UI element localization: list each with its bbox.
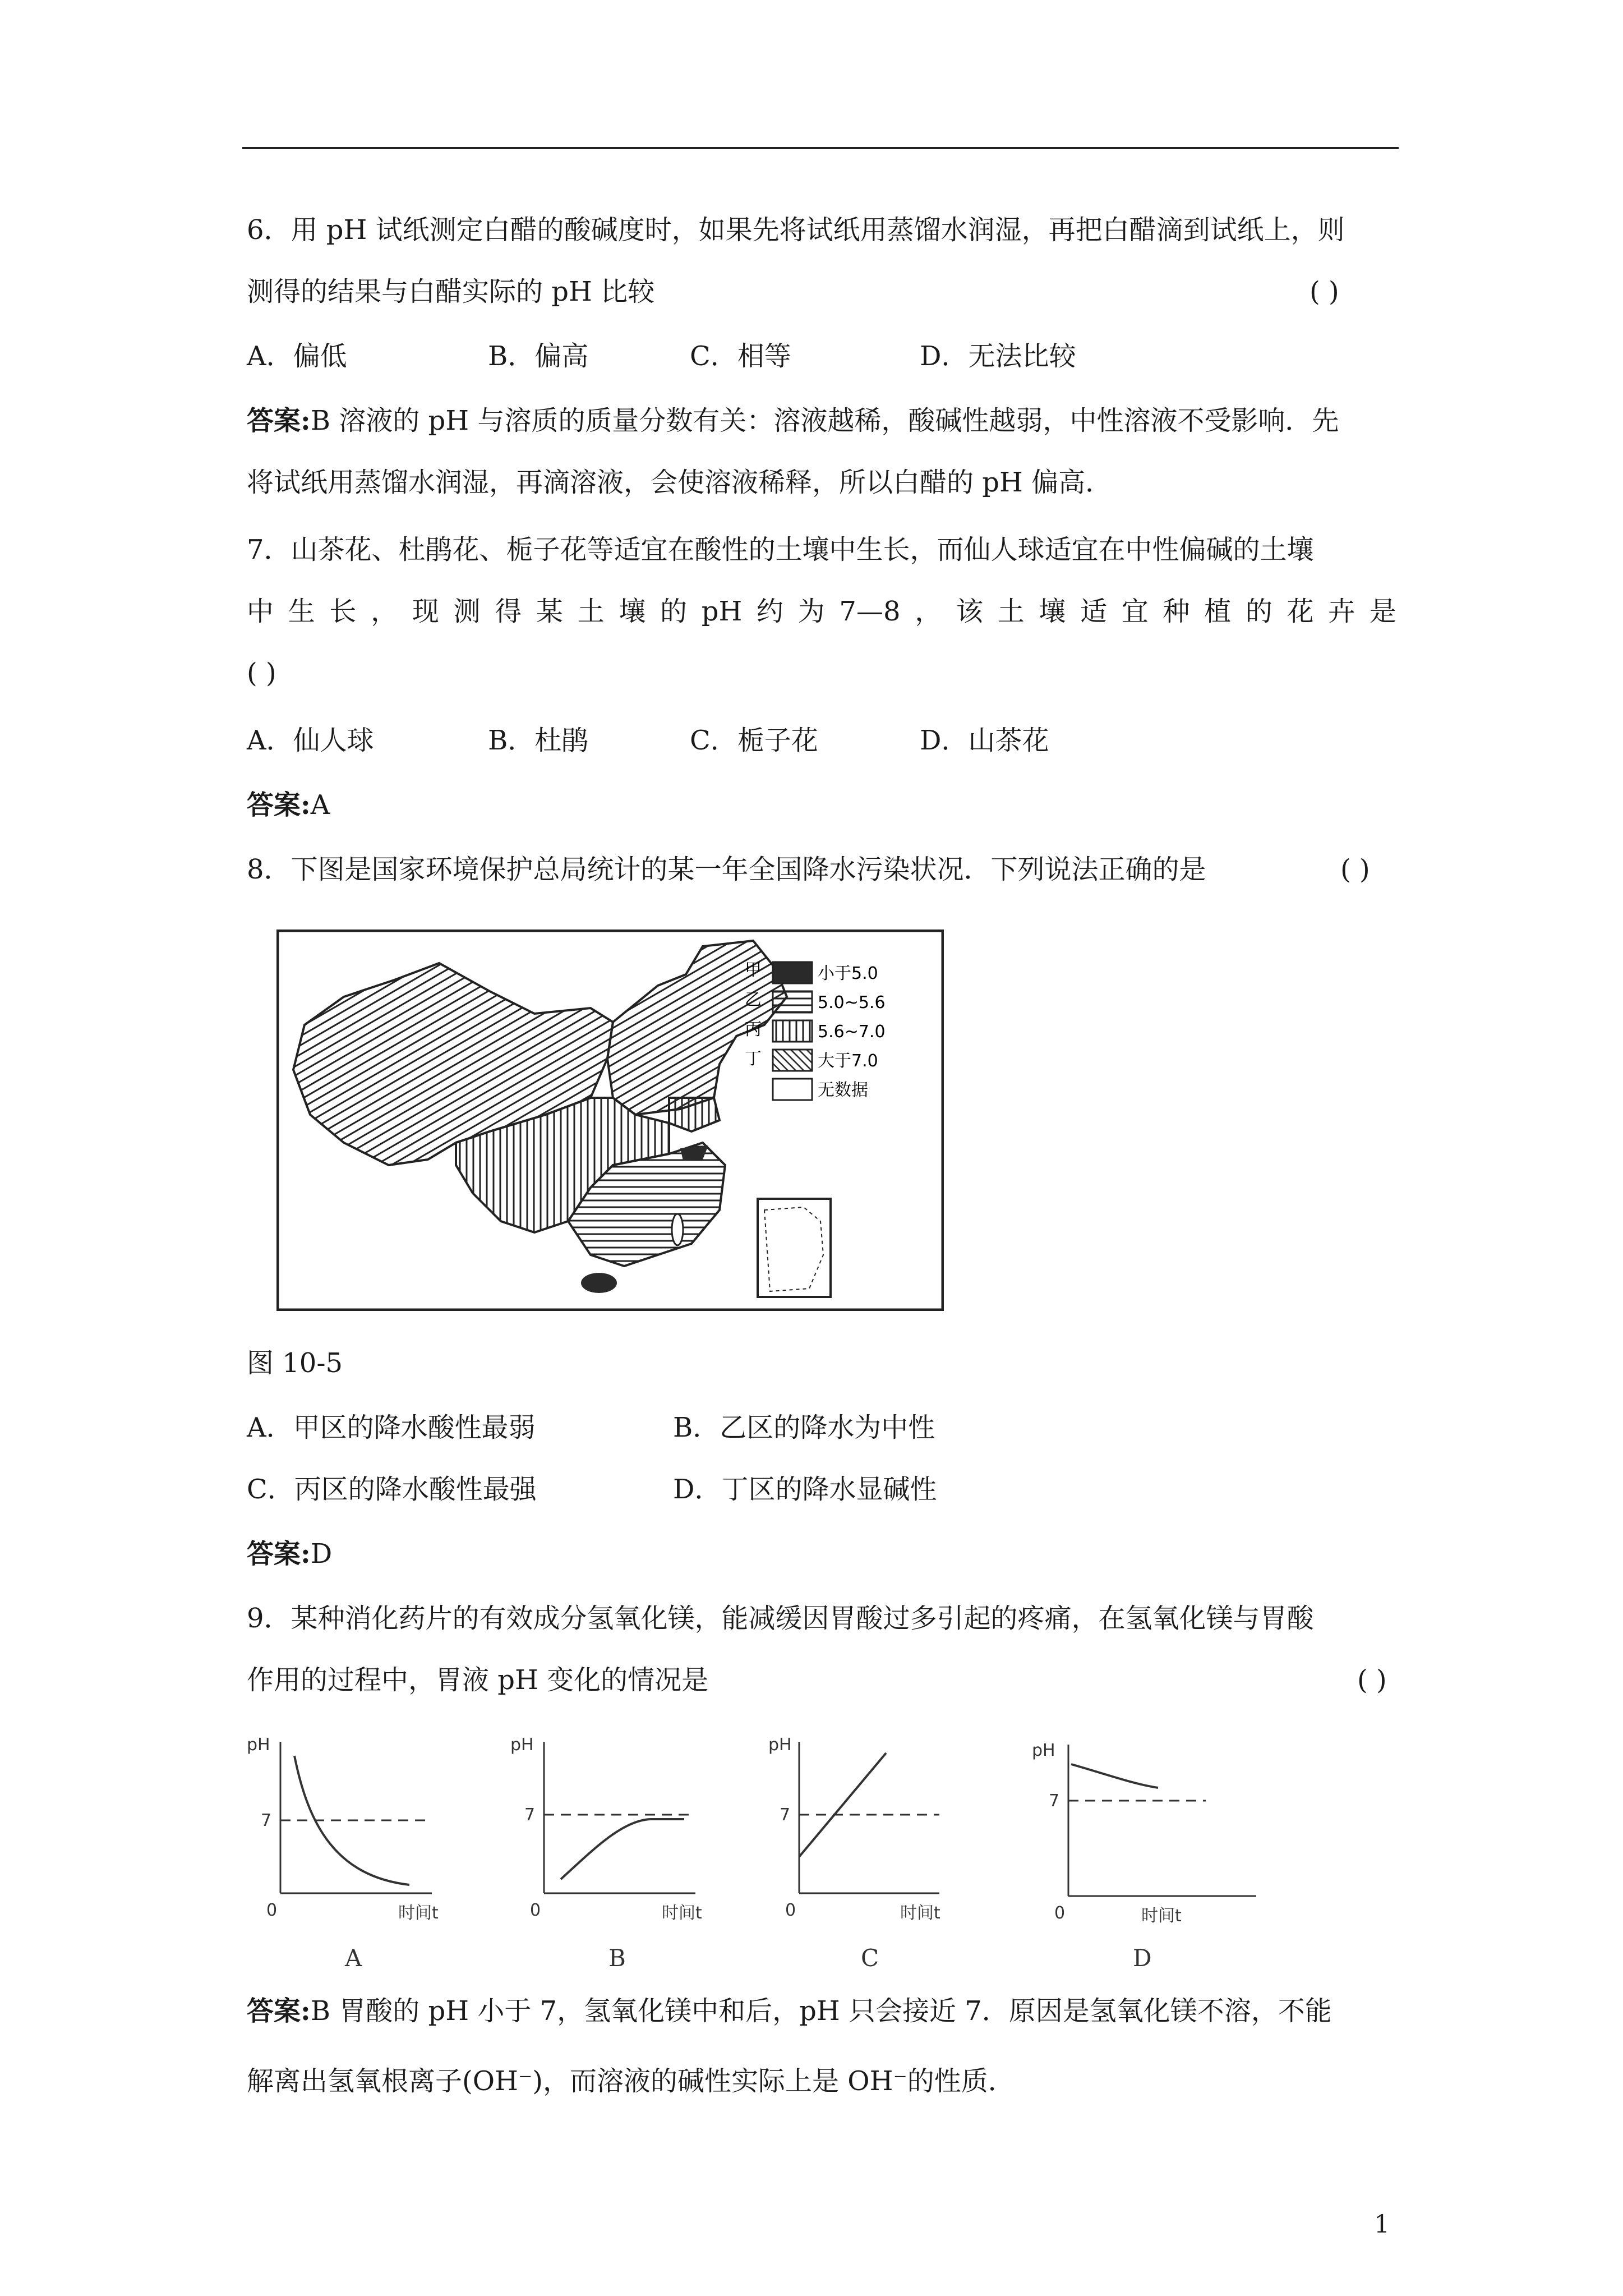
answer-label: 答案: — [247, 405, 311, 436]
q9-answer-text: B 胃酸的 pH 小于 7，氢氧化镁中和后，pH 只会接近 7．原因是氢氧化镁不溶，不能 — [310, 1995, 1332, 2027]
word: 中 — [247, 596, 274, 627]
q8-option-d: D．丁区的降水显碱性 — [673, 1474, 937, 1505]
graph-label-a: A — [345, 1944, 362, 1972]
ph-curve — [561, 1819, 684, 1879]
q9-graph-c — [754, 1731, 1001, 1977]
legend-label-yi: 5.0~5.6 — [818, 993, 886, 1013]
word: 测 — [453, 596, 481, 627]
legend-key-yi: 乙 — [745, 990, 762, 1010]
word: 该 — [956, 596, 983, 627]
q6-option-c: C．相等 — [690, 341, 791, 372]
q8-answer — [247, 1537, 332, 1571]
axis-label-ph: pH — [510, 1735, 534, 1755]
graph-label-c: C — [861, 1944, 879, 1972]
word: 约 — [757, 596, 784, 627]
word: 壤 — [619, 596, 646, 627]
legend-swatch-yi — [773, 991, 812, 1013]
tick-7: 7 — [261, 1811, 272, 1830]
q9-stem-line2: 作用的过程中，胃液 pH 变化的情况是 — [247, 1664, 709, 1696]
word: 现 — [412, 596, 439, 627]
word: 某 — [536, 596, 563, 627]
word: 壤 — [1039, 596, 1066, 627]
answer-label: 答案: — [247, 789, 311, 821]
q8-option-a: A．甲区的降水酸性最弱 — [247, 1412, 536, 1443]
q9-graph-b — [505, 1731, 751, 1977]
precipitation-map-figure — [276, 930, 944, 1311]
word: 生 — [288, 596, 315, 627]
origin-label: 0 — [266, 1901, 278, 1920]
header-rule — [242, 147, 1399, 149]
answer-label: 答案: — [247, 1995, 311, 2027]
q7-answer-bracket: ( ) — [247, 657, 276, 689]
word: 土 — [997, 596, 1025, 627]
word: 适 — [1080, 596, 1108, 627]
legend-label-jia: 小于5.0 — [818, 964, 878, 983]
word: 长 — [329, 596, 357, 627]
graph-label-d: D — [1133, 1944, 1152, 1972]
word: 得 — [495, 596, 522, 627]
axis-label-ph: pH — [247, 1735, 270, 1755]
q7-option-c: C．栀子花 — [690, 725, 818, 756]
q9-answer-line2: 解离出氢氧根离子(OH⁻)，而溶液的碱性实际上是 OH⁻的性质． — [247, 2065, 1015, 2097]
q9-answer — [247, 1994, 1332, 2028]
q7-answer — [247, 788, 330, 822]
q7-answer-text: A — [310, 789, 330, 821]
word: 卉 — [1328, 596, 1355, 627]
word: pH — [701, 596, 743, 627]
origin-label: 0 — [530, 1901, 541, 1920]
axis-label-time: 时间t — [900, 1903, 940, 1923]
q6-option-b: B．偏高 — [488, 341, 589, 372]
word: 的 — [1245, 596, 1272, 627]
word: 宜 — [1121, 596, 1149, 627]
q6-stem-line2: 测得的结果与白醋实际的 pH 比较 — [247, 276, 655, 307]
word: 植 — [1204, 596, 1232, 627]
q9-stem-line1: 9．某种消化药片的有效成分氢氧化镁，能减缓因胃酸过多引起的疼痛，在氢氧化镁与胃酸 — [247, 1603, 1314, 1634]
q8-option-b: B．乙区的降水为中性 — [673, 1412, 935, 1443]
q6-answer — [247, 404, 1339, 438]
map-region-hainan — [581, 1273, 617, 1293]
origin-label: 0 — [785, 1901, 796, 1920]
q8-option-c: C．丙区的降水酸性最强 — [247, 1474, 537, 1505]
map-region-taiwan — [672, 1214, 683, 1245]
graph-label-b: B — [608, 1944, 626, 1972]
word: 种 — [1163, 596, 1190, 627]
q6-answer-bracket: ( ) — [1310, 276, 1339, 307]
q6-stem-line1: 6．用 pH 试纸测定白醋的酸碱度时，如果先将试纸用蒸馏水润湿，再把白醋滴到试纸上，则 — [247, 214, 1345, 246]
word: ， — [371, 596, 398, 627]
answer-label: 答案: — [247, 1538, 311, 1570]
q9-graph-d — [1021, 1731, 1267, 1977]
axis-label-ph: pH — [1032, 1741, 1055, 1760]
q8-answer-bracket: ( ) — [1340, 854, 1370, 885]
tick-7: 7 — [1049, 1791, 1060, 1811]
origin-label: 0 — [1054, 1903, 1066, 1923]
q9-graph-a — [241, 1731, 488, 1977]
legend-swatch-nodata — [773, 1079, 812, 1100]
q8-answer-text: D — [310, 1538, 333, 1570]
q6-answer-text: B 溶液的 pH 与溶质的质量分数有关：溶液越稀，酸碱性越弱，中性溶液不受影响．先 — [310, 405, 1339, 436]
q6-option-a: A．偏低 — [247, 341, 347, 372]
q9-answer-bracket: ( ) — [1357, 1664, 1387, 1696]
legend-label-ding: 大于7.0 — [818, 1051, 878, 1071]
q7-option-a: A．仙人球 — [247, 725, 374, 756]
word: 土 — [577, 596, 605, 627]
q8-stem-line1: 8．下图是国家环境保护总局统计的某一年全国降水污染状况．下列说法正确的是 — [247, 854, 1206, 885]
legend-key-jia: 甲 — [745, 960, 762, 980]
word: ， — [915, 596, 942, 627]
ph-line — [799, 1753, 886, 1857]
legend-key-bing: 丙 — [745, 1020, 762, 1039]
q7-stem-line1: 7．山茶花、杜鹃花、栀子花等适宜在酸性的土壤中生长，而仙人球适宜在中性偏碱的土壤 — [247, 534, 1314, 565]
legend-swatch-jia — [773, 962, 812, 983]
legend-label-nodata: 无数据 — [818, 1080, 868, 1100]
word: 7—8 — [839, 596, 901, 627]
axis-label-time: 时间t — [1141, 1906, 1182, 1926]
q6-option-d: D．无法比较 — [920, 341, 1076, 372]
legend-swatch-bing — [773, 1020, 812, 1042]
axis-label-time: 时间t — [398, 1903, 439, 1923]
tick-7: 7 — [524, 1805, 536, 1825]
q6-answer-line2: 将试纸用蒸馏水润湿，再滴溶液，会使溶液稀释，所以白醋的 pH 偏高． — [247, 467, 1113, 498]
q7-option-d: D．山茶花 — [920, 725, 1049, 756]
axis-label-ph: pH — [768, 1735, 792, 1755]
word: 为 — [797, 596, 825, 627]
legend-key-ding: 丁 — [745, 1049, 762, 1069]
legend-label-bing: 5.6~7.0 — [818, 1022, 886, 1042]
q7-stem-line2 — [247, 595, 1396, 628]
tick-7: 7 — [780, 1805, 791, 1825]
map-inset-south-sea — [758, 1199, 831, 1297]
word: 花 — [1287, 596, 1314, 627]
word: 是 — [1369, 596, 1396, 627]
page-number: 1 — [1374, 2210, 1390, 2239]
legend-swatch-ding — [773, 1050, 812, 1071]
q7-option-b: B．杜鹃 — [488, 725, 589, 756]
ph-curve — [1071, 1764, 1158, 1788]
axis-label-time: 时间t — [662, 1903, 702, 1923]
word: 的 — [660, 596, 688, 627]
q8-figure-caption: 图 10-5 — [247, 1347, 343, 1379]
